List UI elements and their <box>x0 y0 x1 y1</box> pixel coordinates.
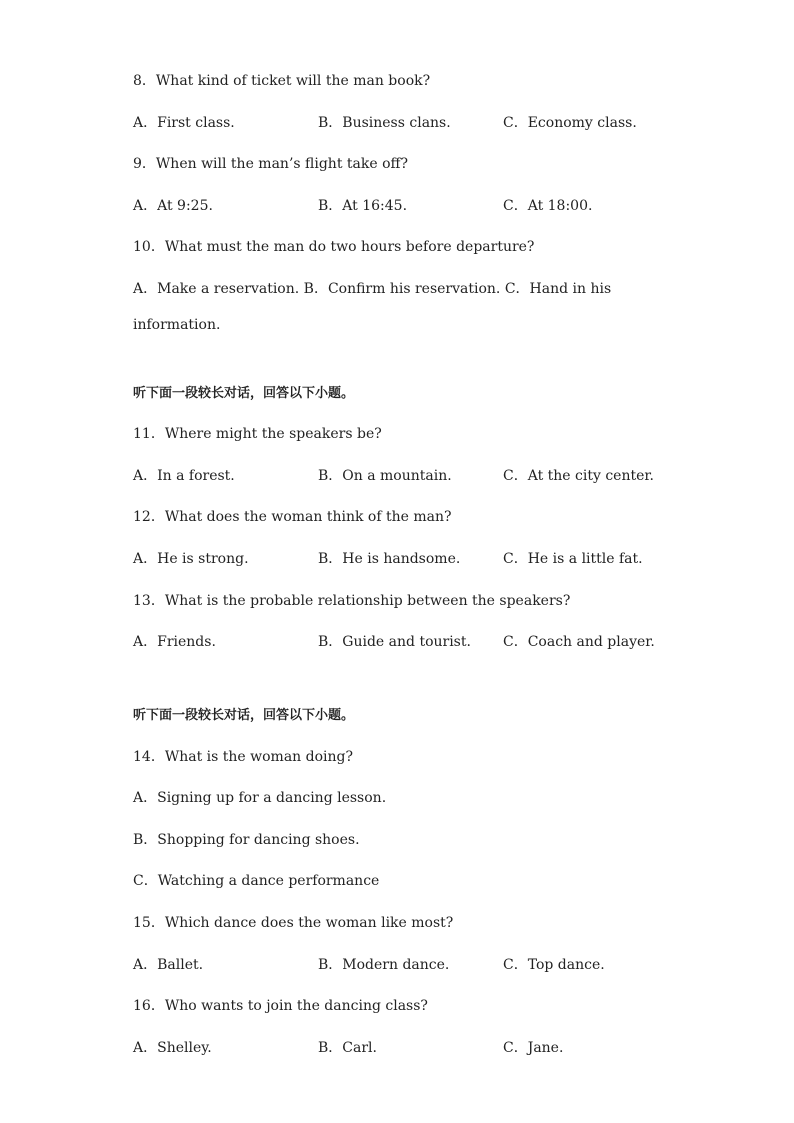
q10-options-line-1: A．Make a reservation. B．Confirm his reservation. C．Hand in his <box>133 281 612 297</box>
q14-option-b: B．Shopping for dancing shoes. <box>133 832 360 848</box>
q13-option-a: A．Friends. <box>133 634 216 650</box>
question-10: 10．What must the man do two hours before departure? <box>133 239 535 255</box>
q15-option-b: B．Modern dance. <box>318 957 450 973</box>
question-9: 9．When will the man’s flight take off? <box>133 156 408 172</box>
question-16: 16．Who wants to join the dancing class? <box>133 998 428 1014</box>
q14-option-c: C．Watching a dance performance <box>133 873 380 889</box>
question-8: 8．What kind of ticket will the man book? <box>133 73 431 89</box>
q8-option-c: C．Economy class. <box>503 115 637 131</box>
q14-option-a: A．Signing up for a dancing lesson. <box>133 790 387 806</box>
question-12: 12．What does the woman think of the man? <box>133 509 452 525</box>
q9-option-a: A．At 9:25. <box>133 198 213 214</box>
question-13: 13．What is the probable relationship between the speakers? <box>133 593 571 609</box>
q11-option-b: B．On a mountain. <box>318 468 452 484</box>
q9-option-c: C．At 18:00. <box>503 198 593 214</box>
q12-option-c: C．He is a little fat. <box>503 551 643 567</box>
q16-option-b: B．Carl. <box>318 1040 377 1056</box>
q9-option-b: B．At 16:45. <box>318 198 408 214</box>
q8-option-b: B．Business clans. <box>318 115 451 131</box>
q13-option-c: C．Coach and player. <box>503 634 655 650</box>
q15-option-a: A．Ballet. <box>133 957 204 973</box>
q16-option-c: C．Jane. <box>503 1040 564 1056</box>
section-heading: 听下面一段较长对话，回答以下小题。 <box>133 708 355 723</box>
q11-option-c: C．At the city center. <box>503 468 654 484</box>
q16-option-a: A．Shelley. <box>133 1040 212 1056</box>
q10-options-line-2: information. <box>133 317 221 333</box>
question-15: 15．Which dance does the woman like most? <box>133 915 454 931</box>
q15-option-c: C．Top dance. <box>503 957 605 973</box>
q12-option-b: B．He is handsome. <box>318 551 461 567</box>
q12-option-a: A．He is strong. <box>133 551 249 567</box>
question-11: 11．Where might the speakers be? <box>133 426 382 442</box>
question-14: 14．What is the woman doing? <box>133 749 353 765</box>
q8-option-a: A．First class. <box>133 115 235 131</box>
q13-option-b: B．Guide and tourist. <box>318 634 471 650</box>
section-heading: 听下面一段较长对话，回答以下小题。 <box>133 386 355 401</box>
q11-option-a: A．In a forest. <box>133 468 235 484</box>
